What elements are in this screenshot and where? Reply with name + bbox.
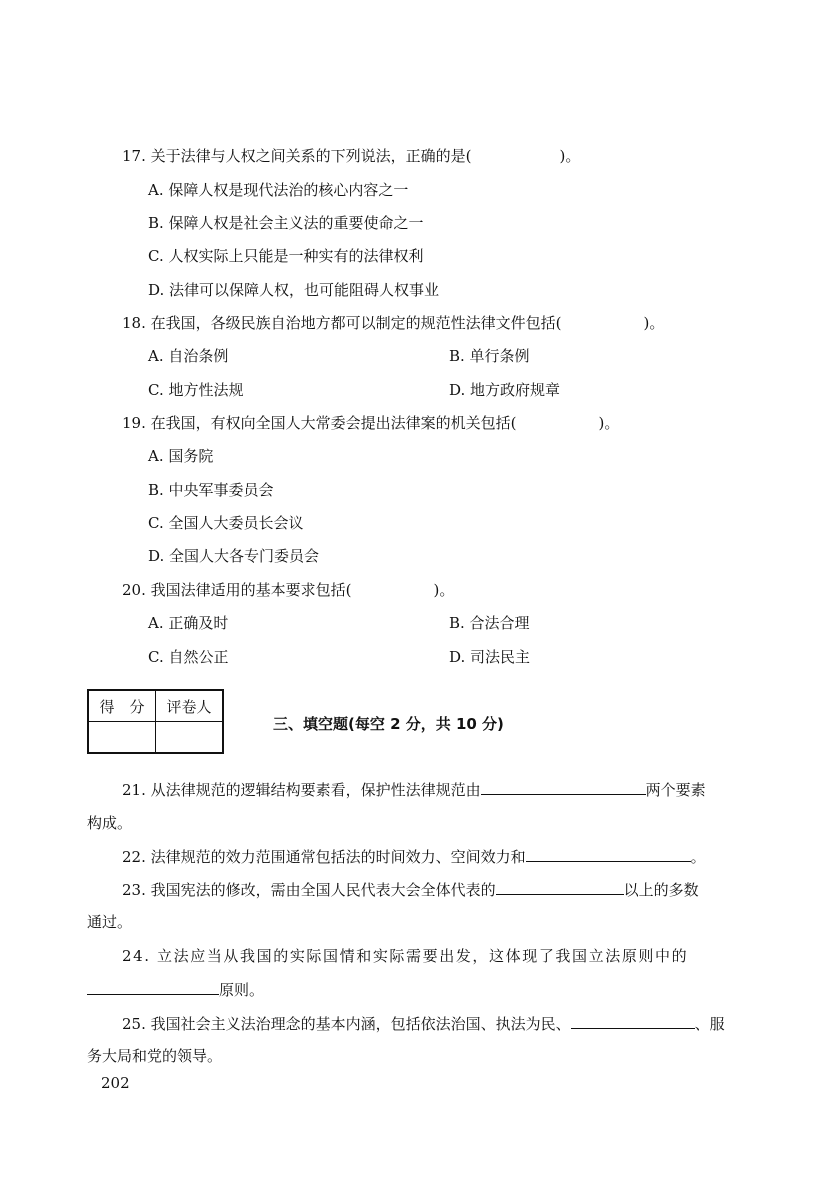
answer-blank-22[interactable] bbox=[526, 847, 691, 862]
question-19-stem: 19. 在我国，有权向全国人大常委会提出法律案的机关包括( bbox=[122, 414, 517, 432]
option-17-a: A. 保障人权是现代法治的核心内容之一 bbox=[148, 181, 409, 199]
question-21-text: 21. 从法律规范的逻辑结构要素看，保护性法律规范由 bbox=[122, 781, 481, 799]
option-18-a: A. 自治条例 bbox=[148, 347, 229, 365]
question-24-line2 bbox=[87, 980, 264, 999]
answer-blank-23[interactable] bbox=[496, 880, 624, 895]
question-17 bbox=[122, 147, 580, 165]
question-23-text-2: 以上的多数 bbox=[623, 881, 699, 899]
question-19-close: )。 bbox=[598, 414, 620, 432]
question-21-text-2: 两个要素 bbox=[645, 781, 706, 799]
option-17-d: D. 法律可以保障人权，也可能阻碍人权事业 bbox=[148, 281, 440, 299]
question-20-stem: 20. 我国法律适用的基本要求包括( bbox=[122, 581, 352, 599]
question-21 bbox=[122, 780, 706, 799]
question-21-line2: 构成。 bbox=[87, 814, 133, 832]
option-20-b: B. 合法合理 bbox=[449, 614, 530, 632]
answer-blank-21[interactable] bbox=[481, 780, 646, 795]
question-24-text-2: 原则。 bbox=[219, 981, 265, 999]
option-18-d: D. 地方政府规章 bbox=[449, 381, 561, 399]
option-18-c: C. 地方性法规 bbox=[148, 381, 244, 399]
score-table bbox=[87, 689, 224, 754]
question-18-stem: 18. 在我国，各级民族自治地方都可以制定的规范性法律文件包括( bbox=[122, 314, 562, 332]
question-18 bbox=[122, 314, 664, 332]
option-17-c: C. 人权实际上只能是一种实有的法律权利 bbox=[148, 247, 424, 265]
question-20-close: )。 bbox=[433, 581, 455, 599]
option-19-d: D. 全国人大各专门委员会 bbox=[148, 547, 320, 565]
option-17-b: B. 保障人权是社会主义法的重要使命之一 bbox=[148, 214, 424, 232]
question-22 bbox=[122, 847, 706, 866]
answer-blank-25[interactable] bbox=[571, 1014, 695, 1029]
question-18-close: )。 bbox=[643, 314, 665, 332]
option-20-a: A. 正确及时 bbox=[148, 614, 229, 632]
question-20 bbox=[122, 581, 454, 599]
question-23 bbox=[122, 880, 699, 899]
option-19-b: B. 中央军事委员会 bbox=[148, 481, 274, 499]
section-3-title: 三、填空题(每空 2 分，共 10 分) bbox=[273, 715, 504, 733]
score-header: 得 分 bbox=[88, 690, 156, 722]
option-18-b: B. 单行条例 bbox=[449, 347, 530, 365]
question-17-stem: 17. 关于法律与人权之间关系的下列说法，正确的是( bbox=[122, 147, 472, 165]
option-20-d: D. 司法民主 bbox=[449, 648, 531, 666]
question-23-line2: 通过。 bbox=[87, 913, 133, 931]
question-25-line2: 务大局和党的领导。 bbox=[87, 1047, 223, 1065]
grader-cell[interactable] bbox=[156, 722, 224, 754]
question-22-text: 22. 法律规范的效力范围通常包括法的时间效力、空间效力和 bbox=[122, 848, 526, 866]
option-19-a: A. 国务院 bbox=[148, 447, 214, 465]
score-cell[interactable] bbox=[88, 722, 156, 754]
question-25-text-2: 、服 bbox=[694, 1015, 725, 1033]
question-25 bbox=[122, 1014, 725, 1033]
question-23-text: 23. 我国宪法的修改，需由全国人民代表大会全体代表的 bbox=[122, 881, 496, 899]
question-22-text-2: 。 bbox=[690, 848, 706, 866]
question-25-text: 25. 我国社会主义法治理念的基本内涵，包括依法治国、执法为民、 bbox=[122, 1015, 571, 1033]
question-19 bbox=[122, 414, 619, 432]
option-20-c: C. 自然公正 bbox=[148, 648, 229, 666]
grader-header: 评卷人 bbox=[156, 690, 224, 722]
option-19-c: C. 全国人大委员长会议 bbox=[148, 514, 304, 532]
question-17-close: )。 bbox=[559, 147, 581, 165]
page-number: 202 bbox=[101, 1074, 130, 1092]
answer-blank-24[interactable] bbox=[87, 980, 219, 995]
question-24: 24. 立法应当从我国的实际国情和实际需要出发，这体现了我国立法原则中的 bbox=[122, 947, 689, 965]
